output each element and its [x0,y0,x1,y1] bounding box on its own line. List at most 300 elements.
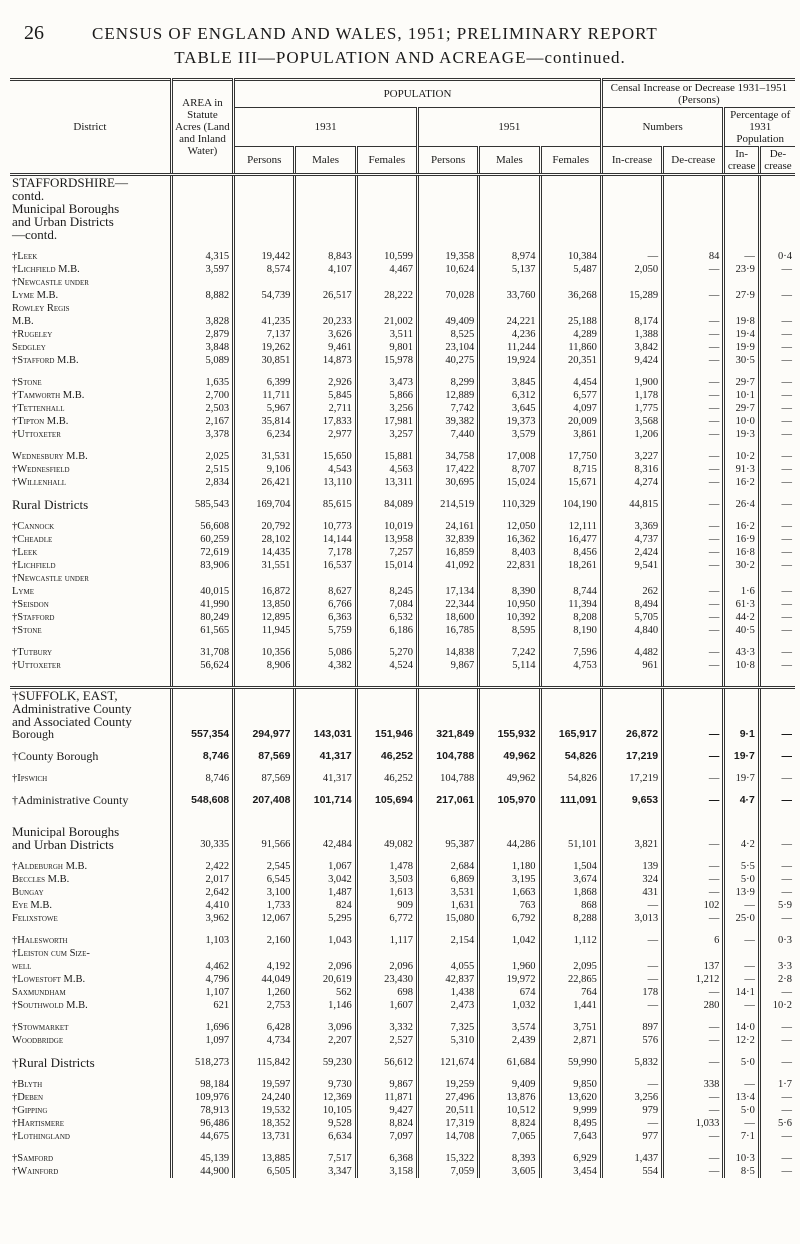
table-row [10,415,795,428]
table-row [10,611,795,624]
females-1951-cell: 51,101 [540,838,601,851]
males-1951-cell: 16,362 [479,533,540,546]
decrease-percent-cell: — [759,986,795,999]
males-1951-cell: 49,962 [479,750,540,763]
persons-1951-cell: 42,837 [417,973,478,986]
table-row [10,1117,795,1130]
decrease-percent-cell: — [759,728,795,741]
district-name: Lyme [12,586,34,597]
decrease-number-cell: 338 [663,1078,724,1091]
increase-percent-cell: 44·2 [724,611,759,624]
females-1931-cell: 7,097 [356,1130,417,1143]
area-cell: 30,335 [171,838,233,851]
males-1951-cell: 7,065 [479,1130,540,1143]
increase-percent-cell: 19·3 [724,428,759,441]
persons-1951-cell: 2,473 [417,999,478,1012]
district-name: well [12,961,32,972]
females-1951-cell: 6,929 [540,1152,601,1165]
table-row [10,402,795,415]
district-name: Rural Districts [12,498,89,511]
decrease-number-cell: — [663,986,724,999]
males-1951-cell: 13,876 [479,1091,540,1104]
females-1951-cell: 4,753 [540,659,601,672]
increase-percent-cell [724,276,759,289]
decrease-percent-cell: — [759,450,795,463]
district-name: †Wainford [12,1166,59,1177]
row-spacer [10,741,795,750]
increase-number-cell: 5,705 [601,611,662,624]
males-1951-cell: 763 [479,899,540,912]
increase-number-cell: — [601,1078,662,1091]
increase-number-cell: — [601,250,662,263]
males-1951-cell: 8,595 [479,624,540,637]
females-1931-cell: 13,311 [356,476,417,489]
persons-1931-cell: 6,505 [234,1165,295,1178]
females-1951-cell: 8,744 [540,585,601,598]
females-1951-cell: 12,111 [540,520,601,533]
females-1931-cell: 2,096 [356,960,417,973]
district-name: †Samford [12,1153,54,1164]
area-cell: 56,608 [171,520,233,533]
persons-1951-cell: 217,061 [417,794,478,807]
persons-1951-cell: 5,310 [417,1034,478,1047]
table-row [10,1152,795,1165]
females-1931-cell: 3,257 [356,428,417,441]
males-1951-cell: 105,970 [479,794,540,807]
persons-1931-cell: 11,945 [234,624,295,637]
heading-row [10,702,795,715]
persons-1931-cell: 12,067 [234,912,295,925]
males-1931-cell: 9,528 [295,1117,356,1130]
increase-number-cell: 3,256 [601,1091,662,1104]
increase-percent-cell: 4·7 [724,794,759,807]
increase-number-cell: 576 [601,1034,662,1047]
persons-1951-cell: 104,788 [417,772,478,785]
females-1951-cell: 9,850 [540,1078,601,1091]
decrease-percent-cell: 1·7 [759,1078,795,1091]
decrease-percent-cell: — [759,498,795,511]
area-cell: 3,378 [171,428,233,441]
decrease-number-cell: — [663,728,724,741]
area-cell: 2,422 [171,860,233,873]
table-row [10,315,795,328]
decrease-percent-cell: 10·2 [759,999,795,1012]
females-1951-cell: 1,868 [540,886,601,899]
males-1951-cell: 3,574 [479,1021,540,1034]
district-name: †Tutbury [12,647,53,658]
decrease-number-cell: — [663,376,724,389]
females-1931-cell: 28,222 [356,289,417,302]
decrease-percent-cell: 3·3 [759,960,795,973]
decrease-percent-cell: — [759,1104,795,1117]
persons-1931-header: Persons [234,147,295,175]
decrease-number-cell: — [663,585,724,598]
numbers-increase-header: In-crease [601,147,662,175]
persons-1931-cell: 87,569 [234,750,295,763]
table-row [10,533,795,546]
females-1931-cell: 15,014 [356,559,417,572]
increase-percent-cell: 61·3 [724,598,759,611]
males-1931-cell: 7,517 [295,1152,356,1165]
district-name: †Gipping [12,1105,48,1116]
decrease-number-cell: — [663,873,724,886]
males-1931-cell: 5,086 [295,646,356,659]
females-1931-cell: 8,824 [356,1117,417,1130]
males-1951-cell: 19,972 [479,973,540,986]
table-row [10,1021,795,1034]
females-1951-cell: 9,999 [540,1104,601,1117]
decrease-number-cell: — [663,611,724,624]
row-spacer [10,1069,795,1078]
persons-1951-cell: 40,275 [417,354,478,367]
persons-1951-cell: 15,322 [417,1152,478,1165]
increase-percent-cell: 5·0 [724,1056,759,1069]
increase-number-cell: — [601,973,662,986]
increase-number-cell: 4,482 [601,646,662,659]
increase-number-cell: 17,219 [601,750,662,763]
table-row [10,376,795,389]
increase-percent-cell: 25·0 [724,912,759,925]
males-1931-cell: 2,926 [295,376,356,389]
males-1951-cell: 110,329 [479,498,540,511]
females-1931-cell: 5,270 [356,646,417,659]
table-row [10,341,795,354]
males-1931-cell: 3,042 [295,873,356,886]
decrease-number-cell: — [663,1130,724,1143]
page-header [24,22,788,46]
persons-1951-cell: 214,519 [417,498,478,511]
decrease-number-cell: — [663,1056,724,1069]
increase-percent-cell: 13·9 [724,886,759,899]
area-cell: 40,015 [171,585,233,598]
males-1931-cell: 9,730 [295,1078,356,1091]
decrease-number-cell: — [663,772,724,785]
females-1931-cell: 13,958 [356,533,417,546]
persons-1931-cell: 26,421 [234,476,295,489]
area-cell: 2,017 [171,873,233,886]
increase-number-cell: 178 [601,986,662,999]
females-1951-cell: 3,454 [540,1165,601,1178]
row-spacer [10,241,795,250]
increase-number-cell: 324 [601,873,662,886]
females-1931-cell: 3,332 [356,1021,417,1034]
males-1931-cell: 3,626 [295,328,356,341]
area-cell: 1,103 [171,934,233,947]
persons-1951-cell: 17,134 [417,585,478,598]
persons-1931-cell: 41,235 [234,315,295,328]
females-1931-cell: 8,245 [356,585,417,598]
table-row [10,947,795,960]
decrease-percent-cell: — [759,598,795,611]
males-1931-cell: 16,537 [295,559,356,572]
section-heading: contd. [12,189,45,202]
females-1951-cell: 764 [540,986,601,999]
increase-number-cell: 5,832 [601,1056,662,1069]
persons-1931-cell: 12,895 [234,611,295,624]
persons-1931-cell: 207,408 [234,794,295,807]
persons-1931-cell: 31,551 [234,559,295,572]
district-name: †Tamworth M.B. [12,390,85,401]
females-1931-cell: 2,527 [356,1034,417,1047]
page-number: 26 [24,22,44,44]
persons-1951-cell: 7,059 [417,1165,478,1178]
increase-percent-cell: 12·2 [724,1034,759,1047]
males-1951-cell: 12,050 [479,520,540,533]
decrease-number-cell: — [663,263,724,276]
females-1931-cell: 3,503 [356,873,417,886]
females-1931-cell: 9,867 [356,1078,417,1091]
females-1951-cell: 13,620 [540,1091,601,1104]
decrease-percent-cell: — [759,750,795,763]
females-1931-cell [356,572,417,585]
decrease-number-cell: — [663,659,724,672]
persons-1931-cell: 18,352 [234,1117,295,1130]
decrease-number-cell: — [663,533,724,546]
males-1931-cell: 1,146 [295,999,356,1012]
area-header: AREA in Statute Acres (Land and Inland Water) [171,80,233,175]
males-1931-cell [295,572,356,585]
increase-number-cell [601,302,662,315]
females-1931-cell: 23,430 [356,973,417,986]
persons-1951-cell: 7,742 [417,402,478,415]
area-cell: 1,696 [171,1021,233,1034]
increase-percent-cell: 10·2 [724,450,759,463]
males-1951-cell: 4,236 [479,328,540,341]
area-cell: 548,608 [171,794,233,807]
increase-number-cell: 2,050 [601,263,662,276]
decrease-number-cell: 6 [663,934,724,947]
district-name: †Tettenhall [12,403,65,414]
males-1931-cell: 12,369 [295,1091,356,1104]
decrease-number-cell: — [663,341,724,354]
percent-decrease-header: De-crease [759,147,795,175]
males-1951-cell: 10,392 [479,611,540,624]
decrease-number-cell: — [663,450,724,463]
males-1931-cell: 59,230 [295,1056,356,1069]
decrease-number-cell [663,276,724,289]
table-title: TABLE III—POPULATION AND ACREAGE—continued. [174,48,626,67]
persons-1931-cell: 6,234 [234,428,295,441]
decrease-percent-cell: — [759,886,795,899]
district-name: †Halesworth [12,935,68,946]
persons-1951-cell: 22,344 [417,598,478,611]
females-1931-cell: 17,981 [356,415,417,428]
males-1931-cell: 143,031 [295,728,356,741]
increase-number-cell: 961 [601,659,662,672]
increase-number-cell: 4,840 [601,624,662,637]
district-name: †Stone [12,377,42,388]
increase-number-cell: 431 [601,886,662,899]
increase-percent-cell: 43·3 [724,646,759,659]
persons-1931-cell: 24,240 [234,1091,295,1104]
decrease-percent-cell: — [759,624,795,637]
females-1931-cell: 9,427 [356,1104,417,1117]
district-name: †Leek [12,547,38,558]
increase-percent-cell: 5·5 [724,860,759,873]
females-1931-cell: 1,613 [356,886,417,899]
females-1931-cell: 56,612 [356,1056,417,1069]
percent-increase-header: In-crease [724,147,759,175]
increase-number-cell: 3,227 [601,450,662,463]
area-cell: 557,354 [171,728,233,741]
table-row [10,934,795,947]
males-1931-cell [295,302,356,315]
persons-1931-cell: 4,192 [234,960,295,973]
running-head: CENSUS OF ENGLAND AND WALES, 1951; PRELIMINARY REPORT [92,24,658,43]
area-cell: 8,882 [171,289,233,302]
district-name: †Willenhall [12,477,67,488]
row-spacer [10,763,795,772]
decrease-percent-cell: — [759,1021,795,1034]
increase-percent-cell [724,302,759,315]
decrease-percent-cell: — [759,646,795,659]
decrease-percent-cell: — [759,838,795,851]
females-1951-cell: 3,674 [540,873,601,886]
males-1951-cell: 19,373 [479,415,540,428]
persons-1931-cell: 6,428 [234,1021,295,1034]
persons-1951-cell [417,572,478,585]
decrease-percent-cell: — [759,860,795,873]
persons-1951-cell: 10,624 [417,263,478,276]
decrease-number-cell: — [663,1021,724,1034]
decrease-number-cell: — [663,838,724,851]
section-heading: Administrative County [12,702,132,715]
section-heading: —contd. [12,228,58,241]
section-heading: STAFFORDSHIRE— [12,175,128,189]
decrease-percent-cell: — [759,463,795,476]
males-1951-cell: 8,824 [479,1117,540,1130]
row-spacer [10,511,795,520]
females-1951-cell: 8,208 [540,611,601,624]
increase-number-cell: 1,775 [601,402,662,415]
females-1931-cell: 6,532 [356,611,417,624]
decrease-number-cell: — [663,646,724,659]
decrease-number-cell: — [663,912,724,925]
persons-1951-cell: 2,684 [417,860,478,873]
persons-1931-cell: 1,260 [234,986,295,999]
females-1931-cell: 698 [356,986,417,999]
increase-number-cell: 8,494 [601,598,662,611]
table-row [10,585,795,598]
females-1951-cell: 20,351 [540,354,601,367]
males-1931-cell: 6,363 [295,611,356,624]
district-name: M.B. [12,316,34,327]
increase-number-cell: 1,437 [601,1152,662,1165]
decrease-percent-cell: — [759,376,795,389]
increase-percent-cell: 9·1 [724,728,759,741]
males-1951-cell: 44,286 [479,838,540,851]
decrease-percent-cell: — [759,415,795,428]
persons-1951-cell: 32,839 [417,533,478,546]
males-1931-cell: 3,347 [295,1165,356,1178]
persons-1951-cell: 19,358 [417,250,478,263]
increase-number-cell: 3,369 [601,520,662,533]
males-1931-cell: 8,843 [295,250,356,263]
table-row [10,912,795,925]
persons-1931-cell: 31,531 [234,450,295,463]
table-row [10,960,795,973]
district-name: †Lowestoft M.B. [12,974,86,985]
decrease-number-cell: — [663,415,724,428]
males-1951-cell: 33,760 [479,289,540,302]
district-name: †Cannock [12,521,55,532]
increase-percent-cell: 16·9 [724,533,759,546]
females-1931-cell: 9,801 [356,341,417,354]
area-cell [171,572,233,585]
persons-1951-cell: 20,511 [417,1104,478,1117]
persons-1931-cell: 8,906 [234,659,295,672]
females-1951-cell: 8,190 [540,624,601,637]
persons-1951-cell: 6,869 [417,873,478,886]
area-cell: 8,746 [171,750,233,763]
increase-percent-cell: — [724,1078,759,1091]
increase-percent-cell: 29·7 [724,402,759,415]
females-1931-cell: 21,002 [356,315,417,328]
area-cell [171,276,233,289]
persons-1951-cell [417,276,478,289]
increase-number-cell: 139 [601,860,662,873]
district-name: †Leek [12,251,38,262]
increase-percent-cell: 30·5 [724,354,759,367]
district-name: †Stafford M.B. [12,355,79,366]
decrease-number-cell: — [663,402,724,415]
numbers-header: Numbers [601,108,724,147]
table-row [10,520,795,533]
area-cell: 60,259 [171,533,233,546]
persons-1951-cell: 8,299 [417,376,478,389]
population-table [10,78,795,1178]
decrease-number-cell: — [663,860,724,873]
area-cell: 1,097 [171,1034,233,1047]
area-cell: 518,273 [171,1056,233,1069]
females-1931-cell: 3,256 [356,402,417,415]
row-spacer [10,367,795,376]
females-1951-cell: 6,577 [540,389,601,402]
decrease-number-cell: — [663,328,724,341]
females-1931-cell: 3,158 [356,1165,417,1178]
table-row [10,263,795,276]
persons-1931-cell: 2,160 [234,934,295,947]
section-heading: Municipal Boroughs [12,825,120,838]
decrease-percent-cell: — [759,794,795,807]
table-row [10,794,795,807]
table-row [10,986,795,999]
area-cell: 109,976 [171,1091,233,1104]
increase-percent-cell: 30·2 [724,559,759,572]
increase-percent-cell: 19·9 [724,341,759,354]
females-1951-cell: 36,268 [540,289,601,302]
males-1931-cell: 5,759 [295,624,356,637]
persons-1951-cell: 2,154 [417,934,478,947]
males-1951-cell [479,276,540,289]
increase-percent-cell: 26·4 [724,498,759,511]
males-1931-cell: 2,096 [295,960,356,973]
table-row [10,354,795,367]
females-1951-cell: 1,504 [540,860,601,873]
table-row [10,1034,795,1047]
decrease-percent-cell [759,276,795,289]
district-name: †Rugeley [12,329,53,340]
decrease-percent-cell: — [759,1056,795,1069]
censal-header: Censal Increase or Decrease 1931–1951 (Persons) [601,80,795,108]
males-1931-cell: 5,295 [295,912,356,925]
table-row [10,728,795,741]
decrease-number-cell: — [663,463,724,476]
increase-percent-cell: 16·2 [724,520,759,533]
table-row [10,598,795,611]
increase-percent-cell: 40·5 [724,624,759,637]
decrease-percent-cell: 5·9 [759,899,795,912]
